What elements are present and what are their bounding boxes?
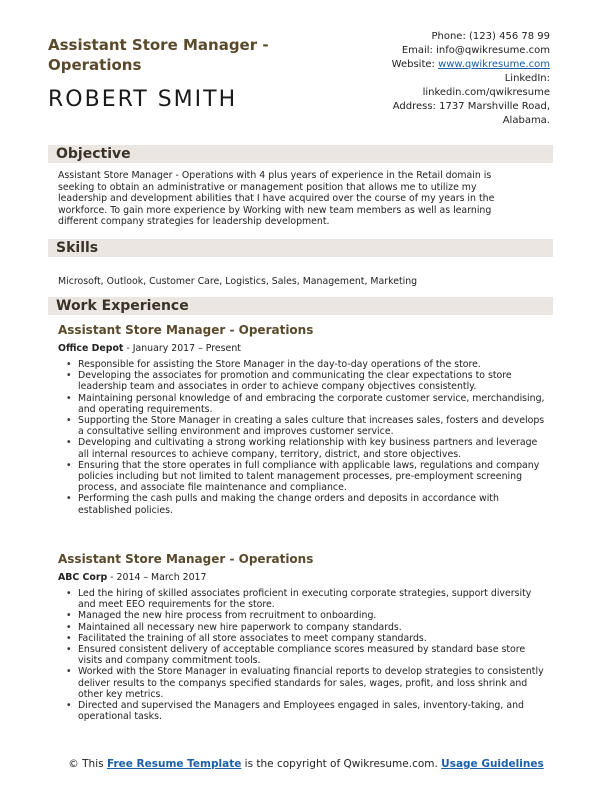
objective-text: Assistant Store Manager - Operations with 4 plus years of experience in the Retail domain is seeking to obtain an administrative or management position that allows me to utilize my leadership and development abilities that I have acquired over the course of my years in the workforce. To gain more experience by Working with new team members as well as learning different company strategies for leadership development. (58, 170, 495, 227)
list-item: • Managed the new hire process from recruitment to onboarding. (78, 610, 546, 621)
list-item: • Developing the associates for promotion and communicating the clear expectations to store leadership team and associates in order to achieve company objectives consistently. (78, 370, 546, 392)
job-1-duties (66, 359, 546, 516)
list-item: • Maintained all necessary new hire paperwork to company standards. (78, 622, 546, 633)
address-value: 1737 Marshville Road, (439, 101, 550, 112)
skills-section-bar (48, 239, 553, 257)
job-dates: - 2014 – March 2017 (107, 572, 207, 583)
company-line-2 (58, 572, 206, 583)
list-item: • Worked with the Store Manager in evaluating financial reports to develop strategies to consistently deliver results to the companys specified standards for sales, wages, profit, and loss shrink and other key metrics. (78, 666, 546, 700)
list-item: • Directed and supervised the Managers and Employees engaged in sales, inventory-taking, and operational tasks. (78, 700, 546, 722)
work-experience-section-bar (48, 297, 553, 315)
phone-label: Phone: (431, 31, 466, 42)
footer-prefix: © This (68, 758, 107, 770)
candidate-name: ROBERT SMITH (48, 87, 238, 112)
company-name: Office Depot (58, 343, 124, 354)
list-item: • Ensured consistent delivery of acceptable compliance scores measured by standard base store visits and company commitment tools. (78, 644, 546, 666)
skills-heading: Skills (56, 240, 99, 256)
email-value: info@qwikresume.com (436, 45, 550, 56)
job-dates: - January 2017 – Present (123, 343, 241, 354)
address-label: Address: (392, 101, 436, 112)
phone-line (330, 30, 550, 44)
list-item: • Maintaining personal knowledge of and embracing the corporate customer service, merchandising, and operating requirements. (78, 393, 546, 415)
linkedin-value: linkedin.com/qwikresume (422, 87, 550, 98)
linkedin-label: LinkedIn: (504, 73, 550, 84)
website-link[interactable]: www.qwikresume.com (438, 59, 550, 70)
job-title-1: Assistant Store Manager - Operations (58, 323, 314, 337)
list-item: • Performing the cash pulls and making the change orders and deposits in accordance with established policies. (78, 493, 546, 515)
list-item: • Supporting the Store Manager in creating a sales culture that increases sales, fosters and develops a consultative selling environment and improves customer service. (78, 415, 546, 437)
website-line (330, 58, 550, 72)
work-experience-heading: Work Experience (56, 298, 189, 314)
list-item: • Responsible for assisting the Store Manager in the day-to-day operations of the store. (78, 359, 546, 370)
address-line (330, 100, 550, 114)
skills-text: Microsoft, Outlook, Customer Care, Logistics, Sales, Management, Marketing (58, 276, 418, 287)
contact-block (330, 30, 550, 128)
company-line-1 (58, 343, 241, 354)
email-line (330, 44, 550, 58)
footer (0, 758, 612, 771)
objective-section-bar (48, 145, 553, 163)
list-item: • Developing and cultivating a strong working relationship with key business partners and leverage all internal resources to achieve company, territory, district, and store objectives. (78, 437, 546, 459)
address-line-2: Alabama. (502, 115, 550, 126)
job-title: Assistant Store Manager - Operations (48, 36, 269, 74)
job-2-duties (66, 588, 546, 722)
list-item: • Led the hiring of skilled associates proficient in executing corporate strategies, support diversity and meet EEO requirements for the store. (78, 588, 546, 610)
usage-guidelines-link[interactable]: Usage Guidelines (441, 758, 544, 770)
list-item: • Ensuring that the store operates in full compliance with applicable laws, regulations and company policies including but not limited to talent management processes, pre-employment screening process, and associate file maintenance and compliance. (78, 460, 546, 494)
list-item: • Facilitated the training of all store associates to meet company standards. (78, 633, 546, 644)
resume-header (0, 0, 612, 130)
phone-value: (123) 456 78 99 (469, 31, 550, 42)
objective-heading: Objective (56, 146, 131, 162)
email-label: Email: (401, 45, 433, 56)
job-title-2: Assistant Store Manager - Operations (58, 552, 314, 566)
free-resume-template-link[interactable]: Free Resume Template (106, 758, 242, 770)
company-name: ABC Corp (58, 572, 108, 583)
footer-middle: is the copyright of Qwikresume.com. (241, 758, 442, 770)
website-label: Website: (391, 59, 435, 70)
